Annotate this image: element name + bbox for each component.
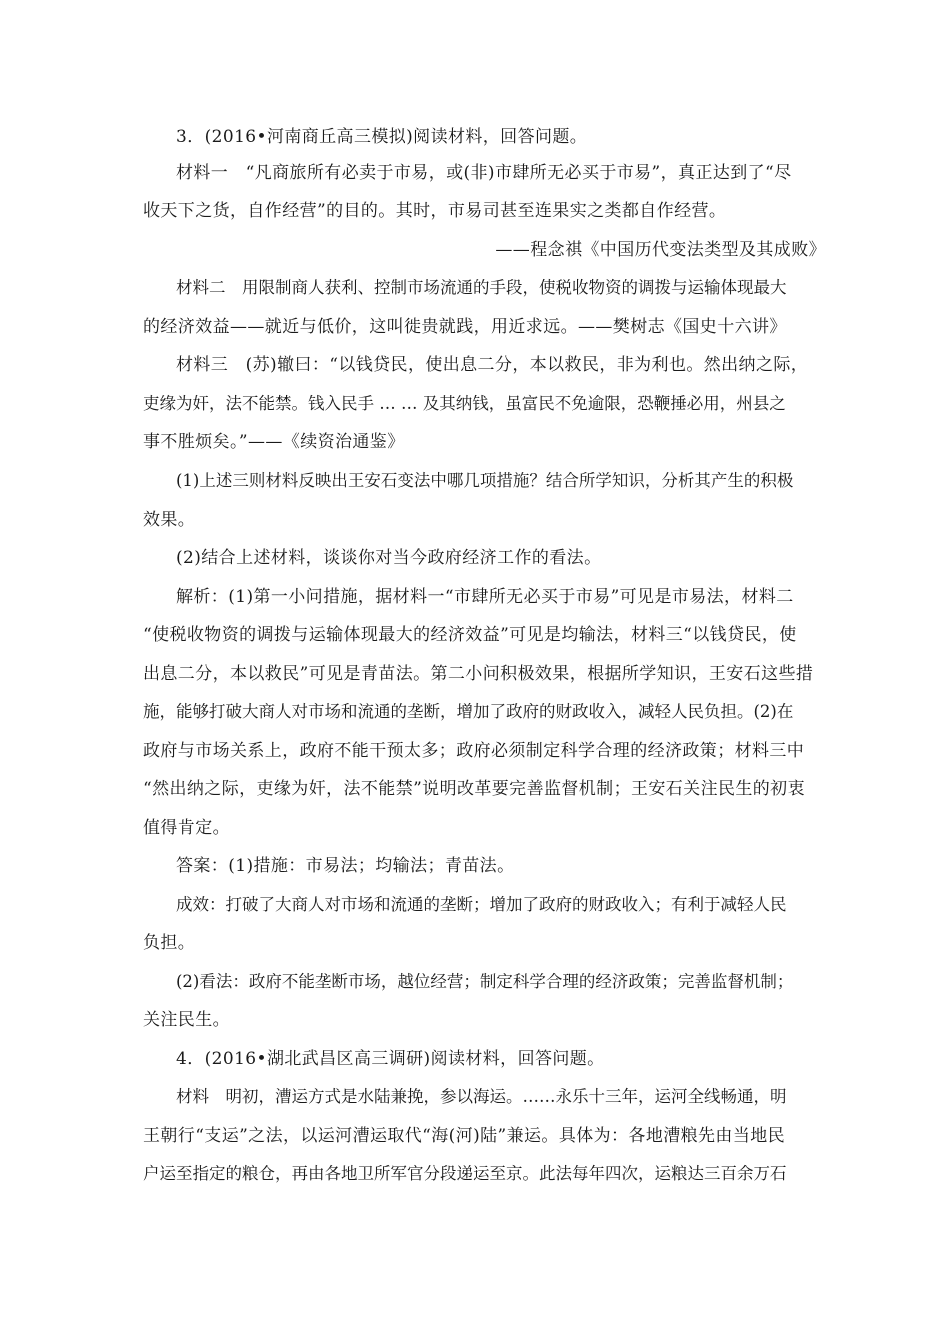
analysis-line-5: 政府与市场关系上，政府不能干预太多；政府必须制定科学合理的经济政策；材料三中 [143, 741, 805, 761]
analysis-line-7: 值得肯定。 [143, 818, 230, 838]
answer-line-4: (2)看法：政府不能垄断市场，越位经营；制定科学合理的经济政策；完善监督机制； [176, 972, 794, 991]
question-part-1-line-2: 效果。 [143, 510, 196, 530]
analysis-line-6: “然出纳之际，吏缘为奸，法不能禁”说明改革要完善监督机制；王安石关注民生的初衷 [143, 779, 805, 799]
material-3-line-1: 材料三 (苏)辙曰：“以钱贷民，使出息二分，本以救民，非为利也。然出纳之际， [176, 355, 809, 375]
analysis-line-2: “使税收物资的调拨与运输体现最大的经济效益”可见是均输法，材料三“以钱贷民，使 [143, 625, 797, 645]
material-1-line-1: 材料一 “凡商旅所有必卖于市易，或(非)市肆所无必买于市易”，真正达到了“尽 [176, 163, 792, 183]
answer-line-1: 答案：(1)措施：市易法；均输法；青苗法。 [176, 856, 515, 876]
q4-material-line-1: 材料 明初，漕运方式是水陆兼挽，参以海运。……永乐十三年，运河全线畅通，明 [176, 1087, 787, 1106]
question-part-1-line-1: (1)上述三则材料反映出王安石变法中哪几项措施？结合所学知识，分析其产生的积极 [176, 471, 794, 490]
analysis-line-1: 解析：(1)第一小问措施，据材料一“市肆所无必买于市易”可见是市易法，材料二 [176, 587, 794, 607]
q4-material-line-2: 王朝行“支运”之法，以运河漕运取代“海(河)陆”兼运。具体为：各地漕粮先由当地民 [143, 1126, 786, 1146]
answer-line-3: 负担。 [143, 933, 196, 953]
material-1-source: ——程念祺《中国历代变法类型及其成败》 [495, 240, 826, 260]
answer-line-2: 成效：打破了大商人对市场和流通的垄断；增加了政府的财政收入；有利于减轻人民 [176, 895, 787, 914]
analysis-line-3: 出息二分，本以救民”可见是青苗法。第二小问积极效果，根据所学知识，王安石这些措 [143, 664, 814, 684]
question-4-heading: 4．(2016•湖北武昌区高三调研)阅读材料，回答问题。 [176, 1049, 605, 1069]
q4-material-line-3: 户运至指定的粮仓，再由各地卫所军官分段递运至京。此法每年四次，运粮达三百余万石 [143, 1164, 787, 1183]
material-2-line-1: 材料二 用限制商人获利、控制市场流通的手段，使税收物资的调拨与运输体现最大 [176, 278, 787, 297]
question-3-heading: 3．(2016•河南商丘高三模拟)阅读材料，回答问题。 [176, 127, 588, 147]
analysis-line-4: 施，能够打破大商人对市场和流通的垄断，增加了政府的财政收入，减轻人民负担。(2)在 [143, 702, 794, 721]
answer-line-5: 关注民生。 [143, 1010, 230, 1030]
material-3-line-3: 事不胜烦矣。”——《续资治通鉴》 [143, 432, 405, 452]
material-2-line-2: 的经济效益——就近与低价，这叫徙贵就践，用近求远。——樊树志《国史十六讲》 [143, 317, 787, 337]
question-part-2: (2)结合上述材料，谈谈你对当今政府经济工作的看法。 [176, 548, 602, 568]
material-1-line-2: 收天下之货，自作经营”的目的。其时，市易司甚至连果实之类都自作经营。 [143, 201, 727, 221]
material-3-line-2: 吏缘为奸，法不能禁。钱入民手 … … 及其纳钱，虽富民不免逾限，恐鞭捶必用，州县之 [143, 394, 786, 413]
